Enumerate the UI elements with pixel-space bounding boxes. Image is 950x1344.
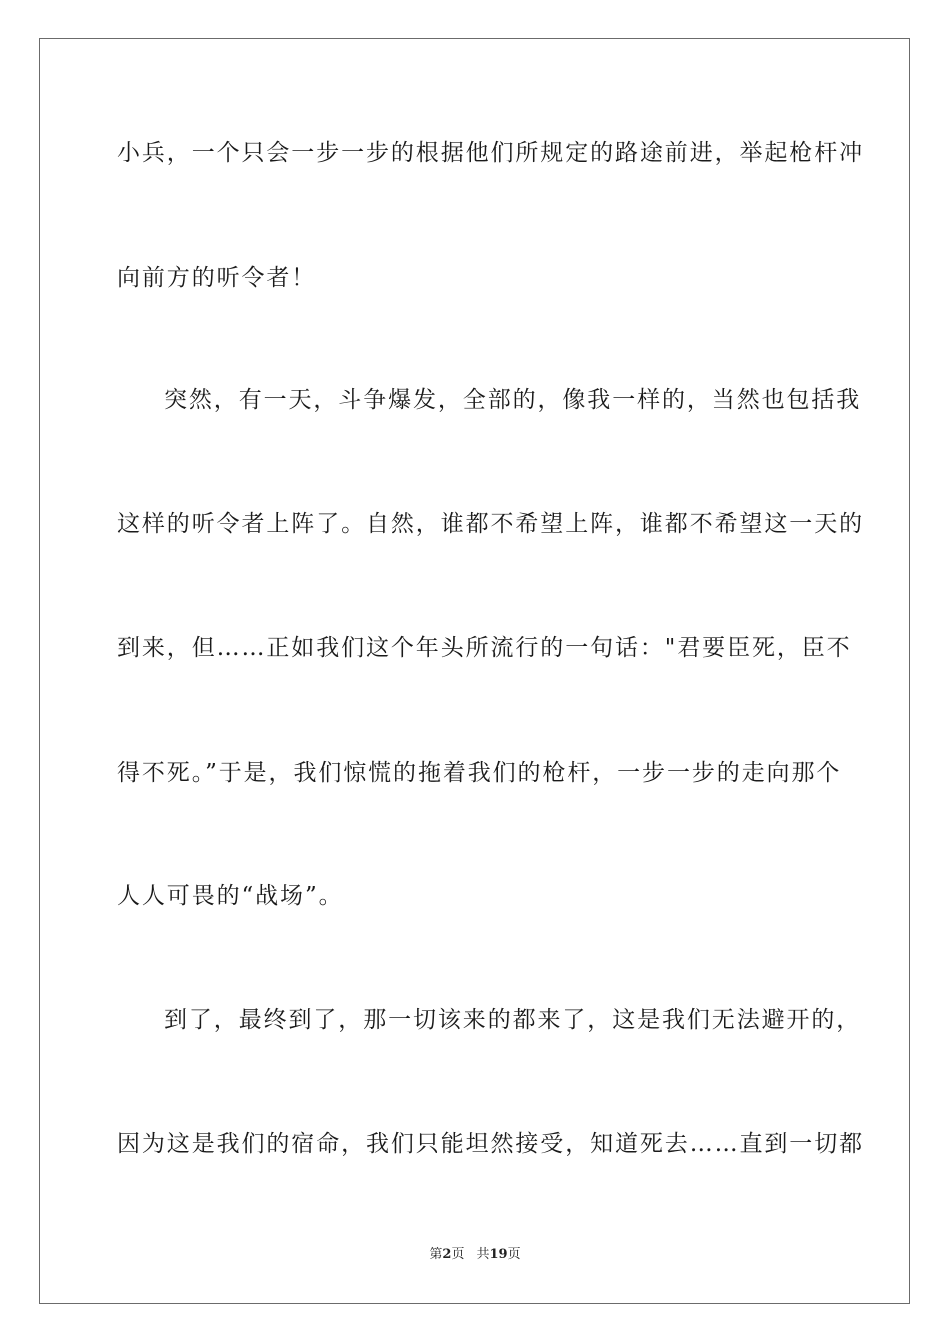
footer-total-prefix: 共 [476, 1247, 490, 1262]
page-footer [0, 1247, 950, 1263]
body-line-2: 向前方的听令者！ [117, 265, 317, 291]
footer-page-number: 2 [442, 1247, 452, 1262]
body-line-6: 得不死。”于是，我们惊慌的拖着我们的枪杆，一步一步的走向那个 [117, 760, 842, 786]
footer-total-pages: 19 [489, 1247, 508, 1262]
body-line-1: 小兵，一个只会一步一步的根据他们所规定的路途前进，举起枪杆冲 [117, 140, 864, 166]
body-line-5: 到来，但……正如我们这个年头所流行的一句话："君要臣死，臣不 [117, 635, 852, 661]
body-line-9: 因为这是我们的宿命，我们只能坦然接受，知道死去……直到一切都 [117, 1131, 864, 1157]
footer-page-prefix: 第 [429, 1247, 443, 1262]
body-line-7: 人人可畏的“战场”。 [117, 883, 344, 909]
page-border [39, 38, 910, 1304]
body-line-4: 这样的听令者上阵了。自然，谁都不希望上阵，谁都不希望这一天的 [117, 511, 864, 537]
footer-page-suffix: 页 [451, 1247, 465, 1262]
footer-total-suffix: 页 [507, 1247, 521, 1262]
body-line-3: 突然，有一天，斗争爆发，全部的，像我一样的，当然也包括我 [164, 387, 862, 413]
body-line-8: 到了，最终到了，那一切该来的都来了，这是我们无法避开的， [164, 1007, 862, 1033]
